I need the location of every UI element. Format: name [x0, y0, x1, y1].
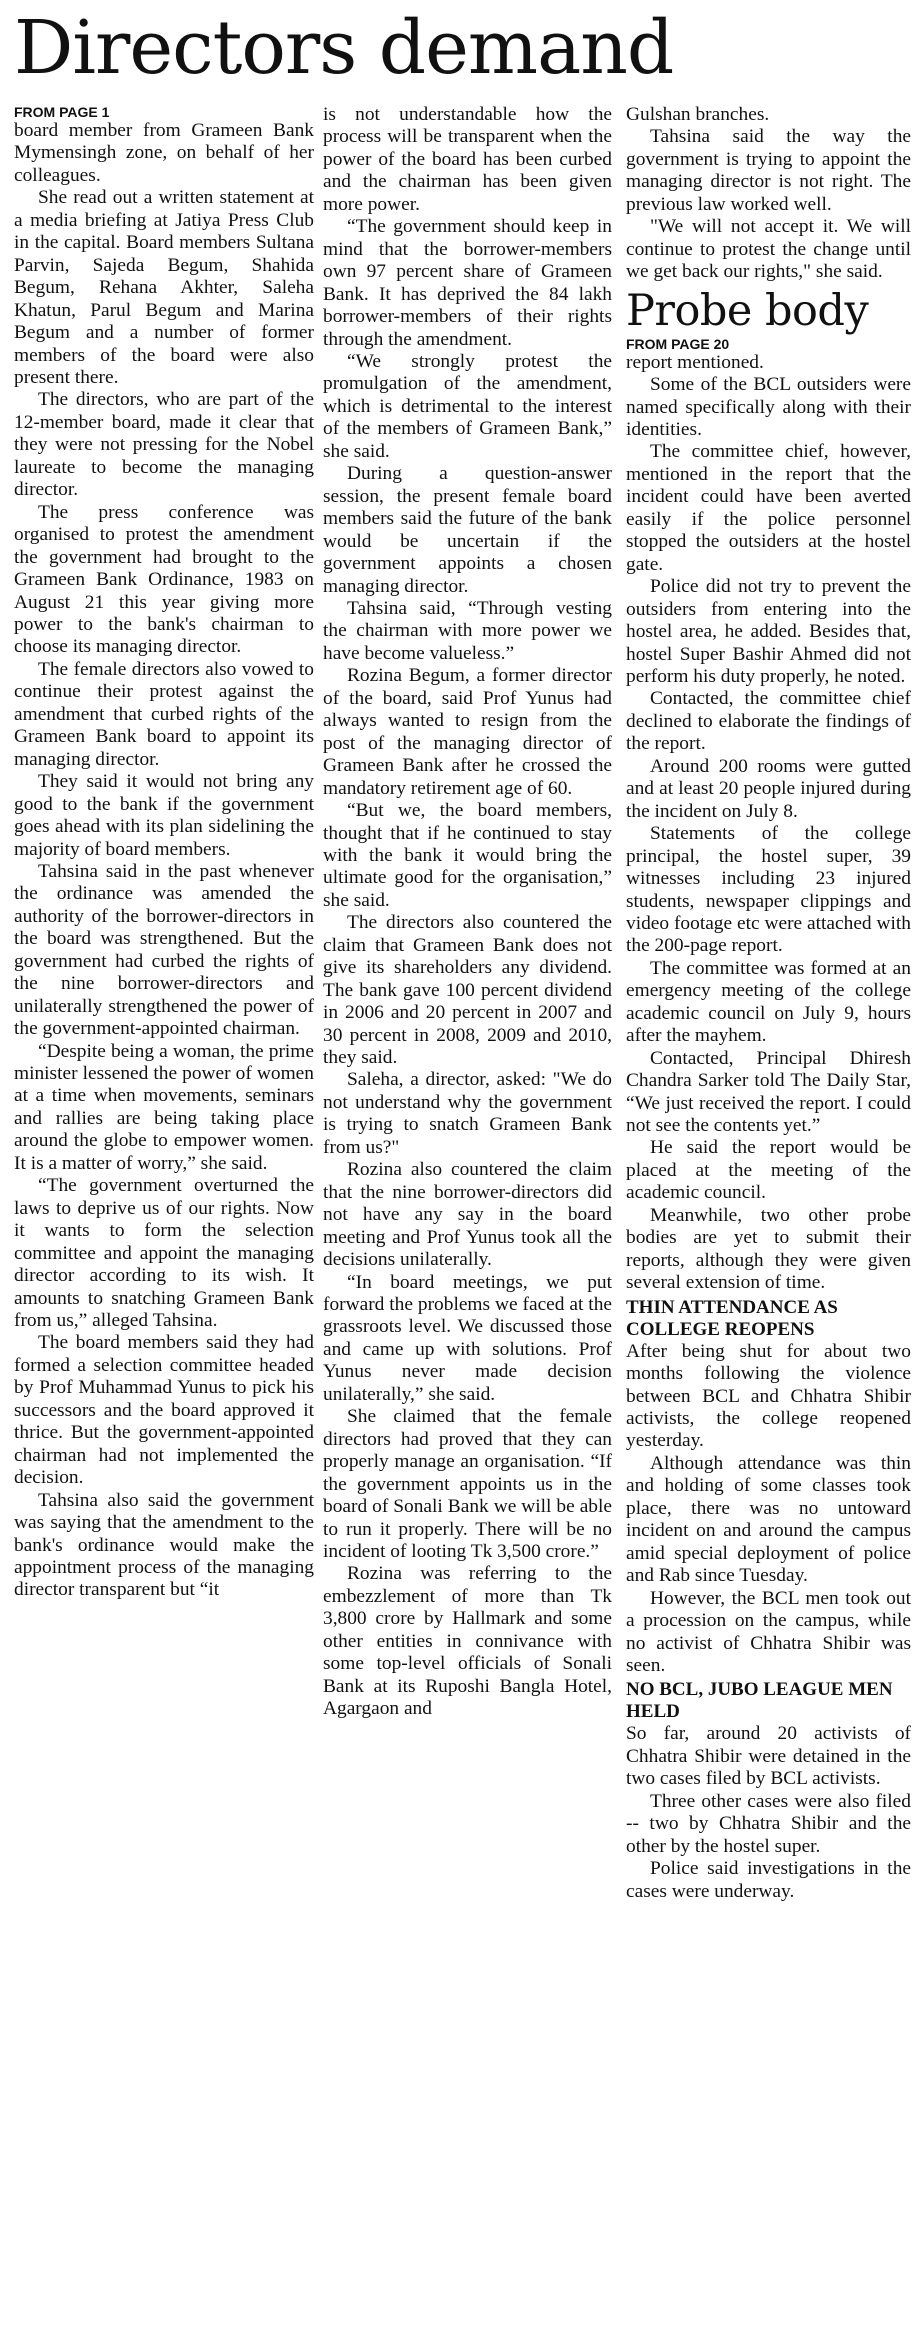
story1-paragraph: board member from Grameen Bank Mymensingh zone, on behalf of her colleagues. — [14, 120, 314, 186]
story1-paragraph: “The government overturned the laws to deprive us of our rights. Now it wants to form the selection committee and appoint the managing director according to its wish. It amounts to snatching Grameen Bank from us,” alleged Tahsina. — [14, 1175, 314, 1332]
story1-paragraph: is not understandable how the process will be transparent when the power of the board has been curbed and the chairman has been given more power. — [323, 104, 612, 215]
story1-column-1 — [14, 104, 314, 1602]
story1-column-3 — [626, 104, 911, 1903]
story1-paragraph: Tahsina said the way the government is trying to appoint the managing director is not right. The previous law worked well. — [626, 126, 911, 215]
story2-paragraph: The committee chief, however, mentioned in the report that the incident could have been averted easily if the police personnel stopped the outsiders at the hostel gate. — [626, 441, 911, 575]
story1-paragraph: “But we, the board members, thought that if he continued to stay with the bank it would bring the ultimate good for the organisation,” she said. — [323, 800, 612, 911]
story1-column-2 — [323, 104, 612, 1721]
story1-kicker: FROM PAGE 1 — [14, 104, 110, 120]
story2-paragraph: Three other cases were also filed -- two by Chhatra Shibir and the other by the hostel super. — [626, 1790, 911, 1857]
story2-paragraph: Contacted, the committee chief declined to elaborate the findings of the report. — [626, 688, 911, 755]
story1-paragraph: They said it would not bring any good to the bank if the government goes ahead with its plan sidelining the majority of board members. — [14, 771, 314, 860]
story2-subhead-arrests: NO BCL, JUBO LEAGUE MEN HELD — [626, 1679, 893, 1723]
story1-paragraph: “In board meetings, we put forward the problems we faced at the grassroots level. We discussed those and came up with solutions. Prof Yunus never made decision unilaterally,” she said. — [323, 1271, 612, 1405]
story1-paragraph: Rozina Begum, a former director of the board, said Prof Yunus had always wanted to resign from the post of the managing director of Grameen Bank after he crossed the mandatory retirement age of 60. — [323, 665, 612, 799]
story1-paragraph: “Despite being a woman, the prime minister lessened the power of women at a time when movements, seminars and rallies are being taking place around the globe to empower women. It is a matter of worry,” she said. — [14, 1040, 314, 1174]
story2-paragraph: He said the report would be placed at the meeting of the academic council. — [626, 1137, 911, 1204]
story2-headline: Probe body — [626, 285, 869, 336]
story2-paragraph: However, the BCL men took out a procession on the campus, while no activist of Chhatra Shibir was seen. — [626, 1587, 911, 1676]
story1-paragraph: Tahsina also said the government was saying that the amendment to the bank's ordinance would make the appointment process of the managing director transparent but “it — [14, 1489, 314, 1601]
story1-paragraph: The female directors also vowed to continue their protest against the amendment that curbed rights of the Grameen Bank board to appoint its managing director. — [14, 658, 314, 770]
story2-paragraph: After being shut for about two months following the violence between BCL and Chhatra Shibir activists, the college reopened yesterday. — [626, 1340, 911, 1452]
story1-paragraph: Gulshan branches. — [626, 104, 770, 125]
story1-paragraph: She claimed that the female directors had proved that they can properly manage an organisation. “If the government appoints us in the board of Sonali Bank we will be able to run it properly. There will be no incident of looting Tk 3,500 crore.” — [323, 1406, 612, 1562]
story1-paragraph: The press conference was organised to protest the amendment the government had brought to the Grameen Bank Ordinance, 1983 on August 21 this year giving more power to the bank's chairman to choose its managing director. — [14, 501, 314, 658]
story1-paragraph: “The government should keep in mind that the borrower-members own 97 percent share of Grameen Bank. It has deprived the 84 lakh borrower-members of their rights through the amendment. — [323, 216, 612, 350]
story2-paragraph: report mentioned. — [626, 351, 764, 373]
story1-headline: Directors demand — [14, 5, 674, 91]
story1-paragraph: "We will not accept it. We will continue to protest the change until we get back our rights," she said. — [626, 216, 911, 283]
story2-paragraph: Contacted, Principal Dhiresh Chandra Sarker told The Daily Star, “We just received the report. I could not see the contents yet.” — [626, 1047, 911, 1137]
story1-paragraph: Tahsina said in the past whenever the ordinance was amended the authority of the borrower-directors in the board was strengthened. But the government had curbed the rights of the nine borrower-directors and unilaterally strengthened the power of the government-appointed chairman. — [14, 860, 314, 1040]
story1-paragraph: “We strongly protest the promulgation of the amendment, which is detrimental to the interest of the members of Grameen Bank,” she said. — [323, 350, 612, 462]
story2-paragraph: Around 200 rooms were gutted and at least 20 people injured during the incident on July 8. — [626, 755, 911, 822]
story1-paragraph: Tahsina said, “Through vesting the chairman with more power we have become valueless.” — [323, 597, 612, 664]
story2-paragraph: Police did not try to prevent the outsiders from entering into the hostel area, he added. Besides that, hostel Super Bashir Ahmed did not perform his duty properly, he noted. — [626, 576, 911, 687]
story1-paragraph: Saleha, a director, asked: "We do not understand why the government is trying to snatch Grameen Bank from us?" — [323, 1069, 612, 1158]
story2-paragraph: Some of the BCL outsiders were named specifically along with their identities. — [626, 374, 911, 440]
story2-paragraph: Police said investigations in the cases were underway. — [626, 1858, 911, 1902]
story1-paragraph: During a question-answer session, the present female board members said the future of the bank would be uncertain if the government appoints a chosen managing director. — [323, 463, 612, 597]
story1-paragraph: She read out a written statement at a media briefing at Jatiya Press Club in the capital. Board members Sultana Parvin, Sajeda Begum, Shahida Begum, Rehana Akhter, Saleha Khatun, Parul Begum and Marina Begum and a number of former members of the board were also present there. — [14, 187, 314, 388]
story1-paragraph: The directors also countered the claim that Grameen Bank does not give its shareholders any dividend. The bank gave 100 percent dividend in 2006 and 20 percent in 2007 and 30 percent in 2008, 2009 and 2010, they said. — [323, 912, 612, 1069]
story1-paragraph: The board members said they had formed a selection committee headed by Prof Muhammad Yunus to pick his successors and the board approved it thrice. But the government-appointed chairman had not implemented the decision. — [14, 1332, 314, 1489]
story2-paragraph: Statements of the college principal, the hostel super, 39 witnesses including 23 injured students, newspaper clippings and video footage etc were attached with the 200-page report. — [626, 823, 911, 957]
story2-paragraph: The committee was formed at an emergency meeting of the college academic council on July 9, hours after the mayhem. — [626, 957, 911, 1047]
story2-kicker: FROM PAGE 20 — [626, 335, 730, 352]
story2-paragraph: Although attendance was thin and holding of some classes took place, there was no untoward incident on and around the campus amid special deployment of police and Rab since Tuesday. — [626, 1452, 911, 1587]
story2-paragraph: So far, around 20 activists of Chhatra Shibir were detained in the two cases filed by BCL activists. — [626, 1723, 911, 1790]
story1-paragraph: The directors, who are part of the 12-member board, made it clear that they were not pressing for the Nobel laureate to become the managing director. — [14, 389, 314, 501]
story1-paragraph: Rozina was referring to the embezzlement of more than Tk 3,800 crore by Hallmark and some other entities in connivance with some top-level officials of Sonali Bank at its Ruposhi Bangla Hotel, Agargaon and — [323, 1563, 612, 1720]
story2-subhead-attendance: THIN ATTENDANCE AS COLLEGE REOPENS — [626, 1296, 838, 1340]
story1-paragraph: Rozina also countered the claim that the nine borrower-directors did not have any say in the board meeting and Prof Yunus took all the decisions unilaterally. — [323, 1159, 612, 1271]
story2-paragraph: Meanwhile, two other probe bodies are yet to submit their reports, although they were given several extension of time. — [626, 1204, 911, 1294]
